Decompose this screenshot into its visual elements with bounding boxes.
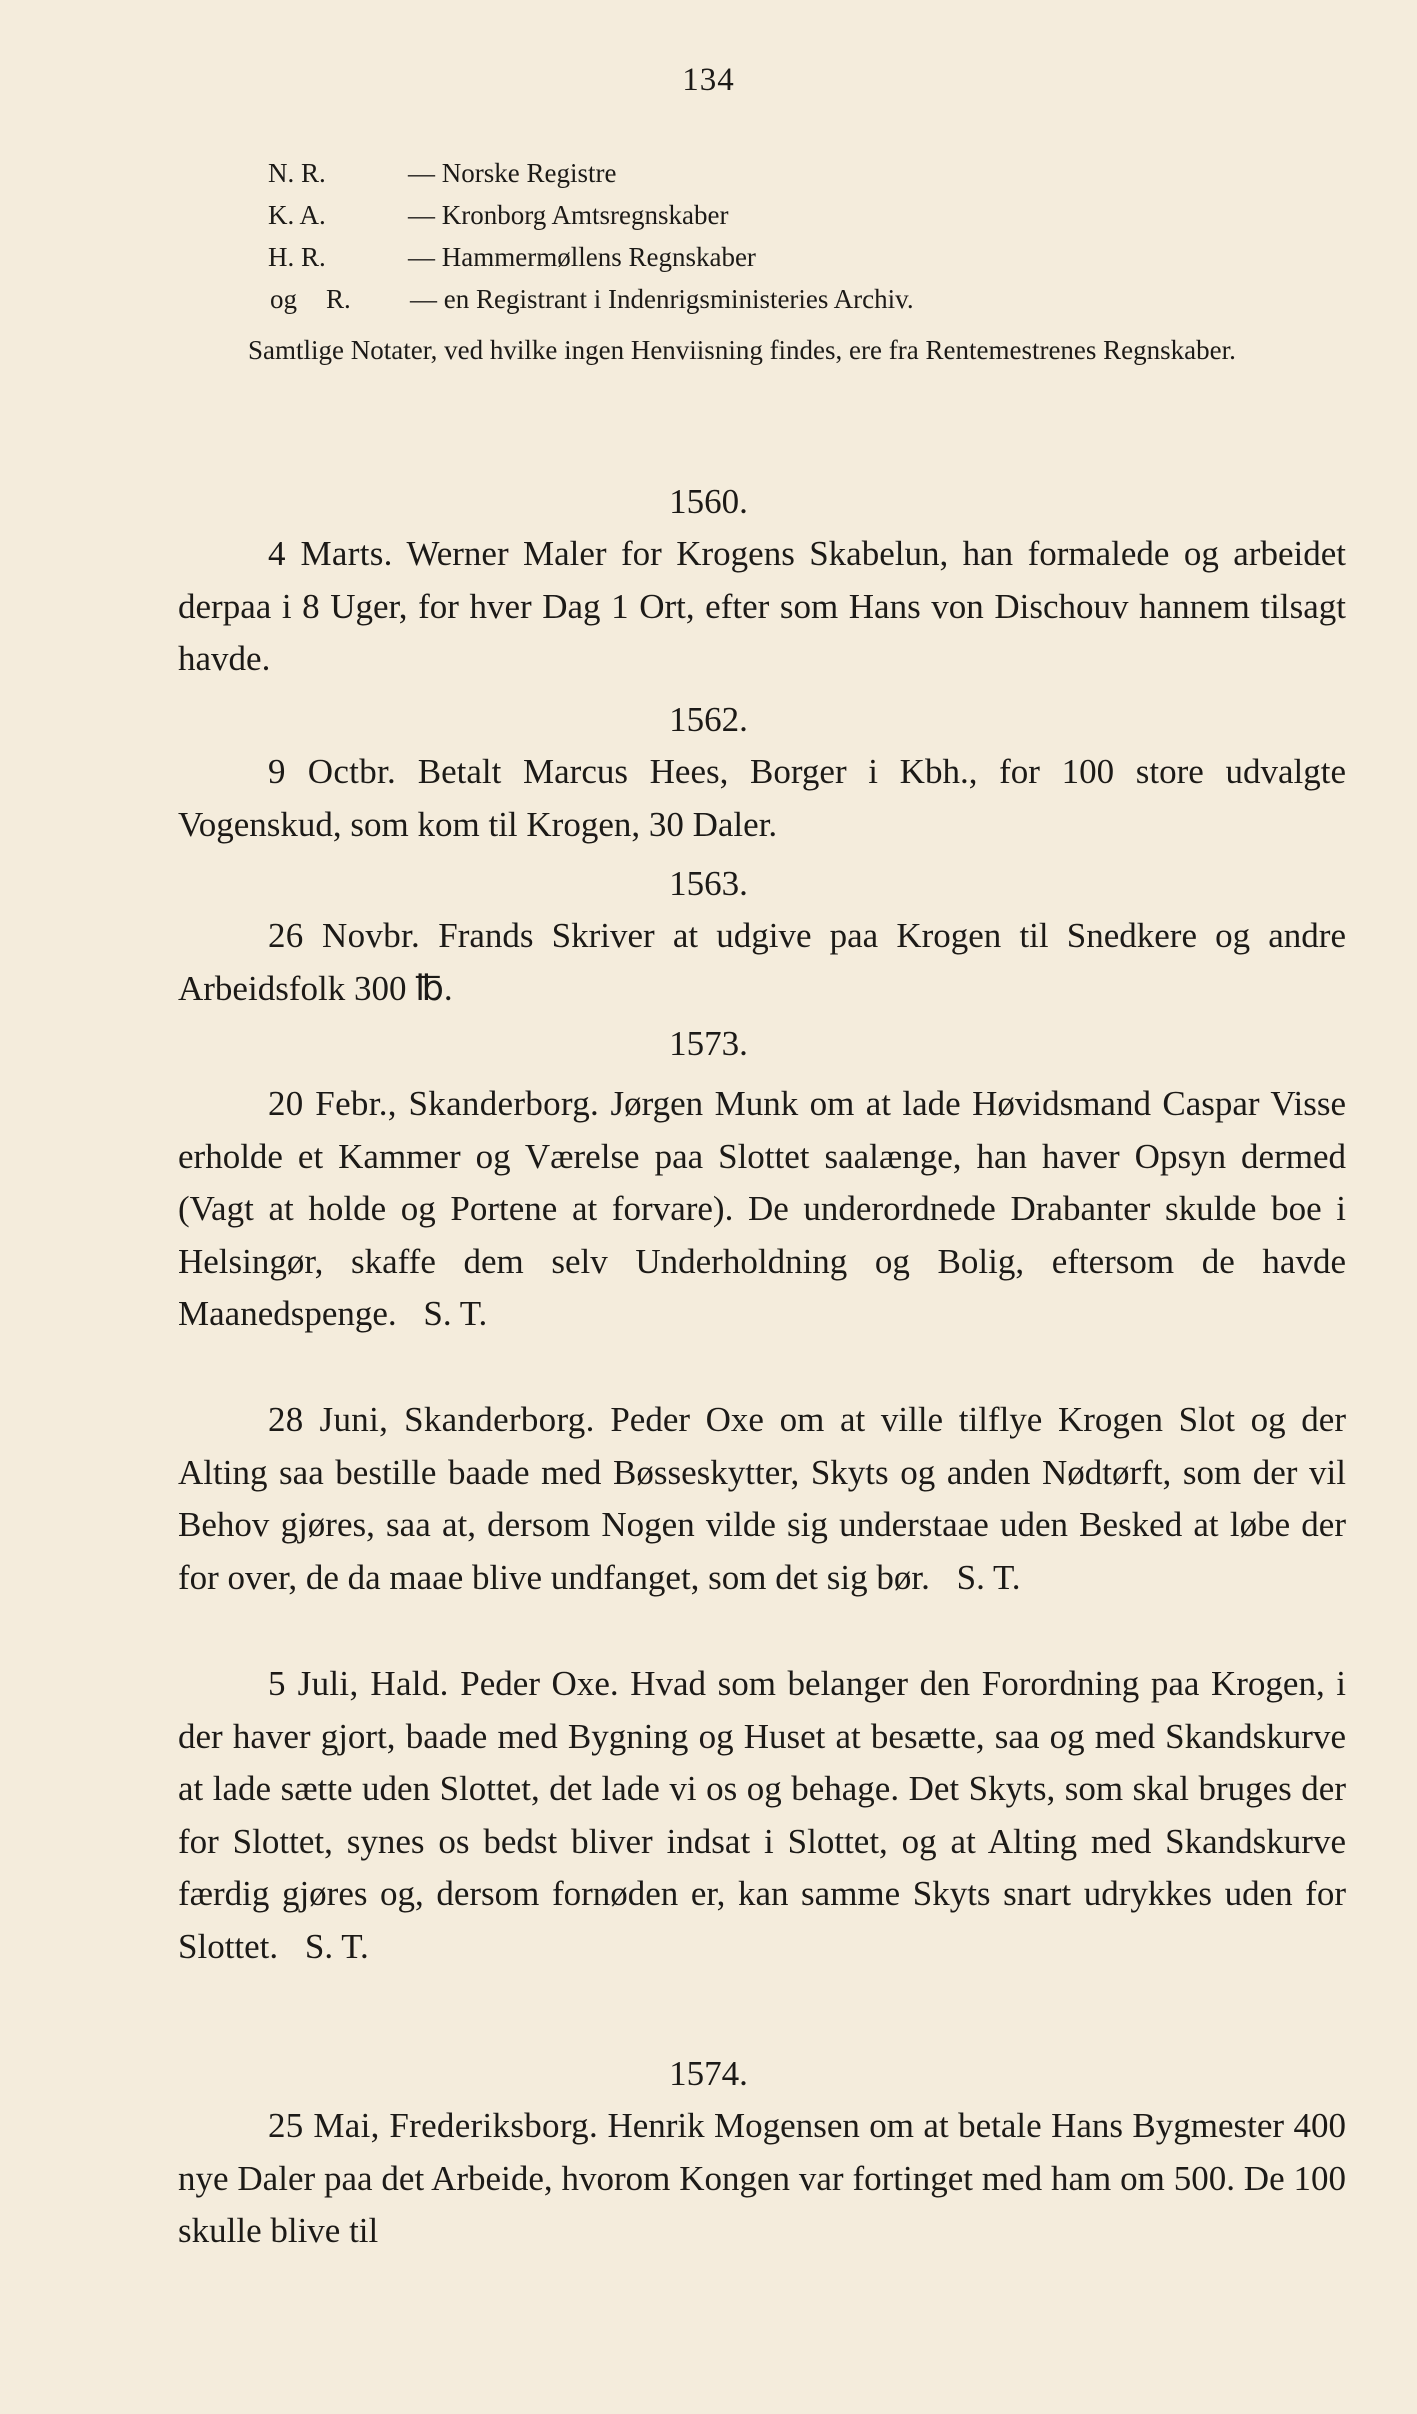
abbreviation-value: — Kronborg Amtsregnskaber [408, 200, 729, 230]
entry-date: 5 Juli, Hald. [268, 1664, 449, 1703]
abbreviation-key: R. [326, 284, 351, 314]
entry [178, 1394, 1346, 1604]
year-heading: 1562. [669, 700, 748, 739]
abbreviation-row [268, 238, 1268, 276]
entry [178, 1658, 1346, 1973]
year-heading: 1563. [669, 864, 748, 903]
entry-text: Frands Skriver at udgive paa Krogen til Snedkere og andre Arbeidsfolk 300 ℔. [178, 916, 1346, 1008]
year-heading: 1573. [669, 1024, 748, 1063]
abbreviation-row [268, 154, 1268, 192]
entry [178, 1078, 1346, 1341]
entry-text: Henrik Mogensen om at betale Hans Bygmester 400 nye Daler paa det Arbeide, hvorom Kongen var fortinget med ham om 500. De 100 skulle blive til [178, 2106, 1346, 2250]
abbreviation-prefix: og [270, 284, 297, 314]
abbreviation-value: — Hammermøllens Regnskaber [408, 242, 756, 272]
entry [178, 2100, 1346, 2258]
entry-date: 26 Novbr. [268, 916, 421, 955]
abbreviation-row [270, 280, 1370, 318]
abbreviation-key: N. R. [268, 158, 326, 188]
abbreviation-key: K. A. [268, 200, 326, 230]
year-heading: 1560. [669, 482, 748, 521]
entry-text: Werner Maler for Krogens Skabelun, han formalede og arbeidet derpaa i 8 Uger, for hver Dag 1 Ort, efter som Hans von Dischouv hannem tilsagt havde. [178, 534, 1346, 678]
entry-source: S. T. [956, 1557, 1021, 1597]
source-note: Samtlige Notater, ved hvilke ingen Henviisning findes, ere fra Rentemestrenes Regnskaber. [248, 335, 1236, 365]
entry-text: Betalt Marcus Hees, Borger i Kbh., for 100 store udvalgte Vogenskud, som kom til Krogen, 30 Daler. [178, 752, 1346, 844]
entry-date: 25 Mai, Frederiksborg. [268, 2106, 599, 2145]
entry-date: 20 Febr., Skanderborg. [268, 1084, 600, 1123]
entry [178, 528, 1346, 686]
abbreviation-key: H. R. [268, 242, 326, 272]
entry-date: 28 Juni, Skanderborg. [268, 1400, 595, 1439]
entry [178, 910, 1346, 1015]
entry-text: Peder Oxe om at ville tilflye Krogen Slot og der Alting saa bestille baade med Bøsseskytter, Skyts og anden Nødtørft, som der vil Behov gjøres, saa at, dersom Nogen vilde sig understaae uden Besked at løbe der for over, de da maae blive undfanget, som det sig bør. [178, 1400, 1346, 1597]
entry-date: 4 Marts. [268, 534, 393, 573]
entry-date: 9 Octbr. [268, 752, 397, 791]
entry-text: Jørgen Munk om at lade Høvidsmand Caspar Visse erholde et Kammer og Værelse paa Slottet saalænge, han haver Opsyn dermed (Vagt at holde og Portene at forvare). De underordnede Drabanter skulde boe i Helsingør, skaffe dem selv Underholdning og Bolig, eftersom de havde Maanedspenge. [178, 1084, 1346, 1333]
entry-source: S. T. [423, 1294, 488, 1333]
entry-source: S. T. [304, 1926, 369, 1966]
entry-text: Peder Oxe. Hvad som belanger den Forordning paa Krogen, i der haver gjort, baade med Bygning og Huset at besætte, saa og med Skandskurve at lade sætte uden Slottet, det lade vi os og behage. Det Skyts, som skal bruges der for Slottet, synes os bedst bliver indsat i Slottet, og at Alting med Skandskurve færdig gjøres og, dersom fornøden er, kan samme Skyts snart udrykkes uden for Slottet. [178, 1664, 1346, 1966]
year-heading: 1574. [669, 2054, 748, 2093]
abbreviation-value: — Norske Registre [408, 158, 617, 188]
page-number: 134 [682, 62, 735, 98]
abbreviation-value: — en Registrant i Indenrigsministeries Archiv. [410, 284, 914, 314]
abbreviation-row [268, 196, 1268, 234]
entry [178, 746, 1346, 851]
